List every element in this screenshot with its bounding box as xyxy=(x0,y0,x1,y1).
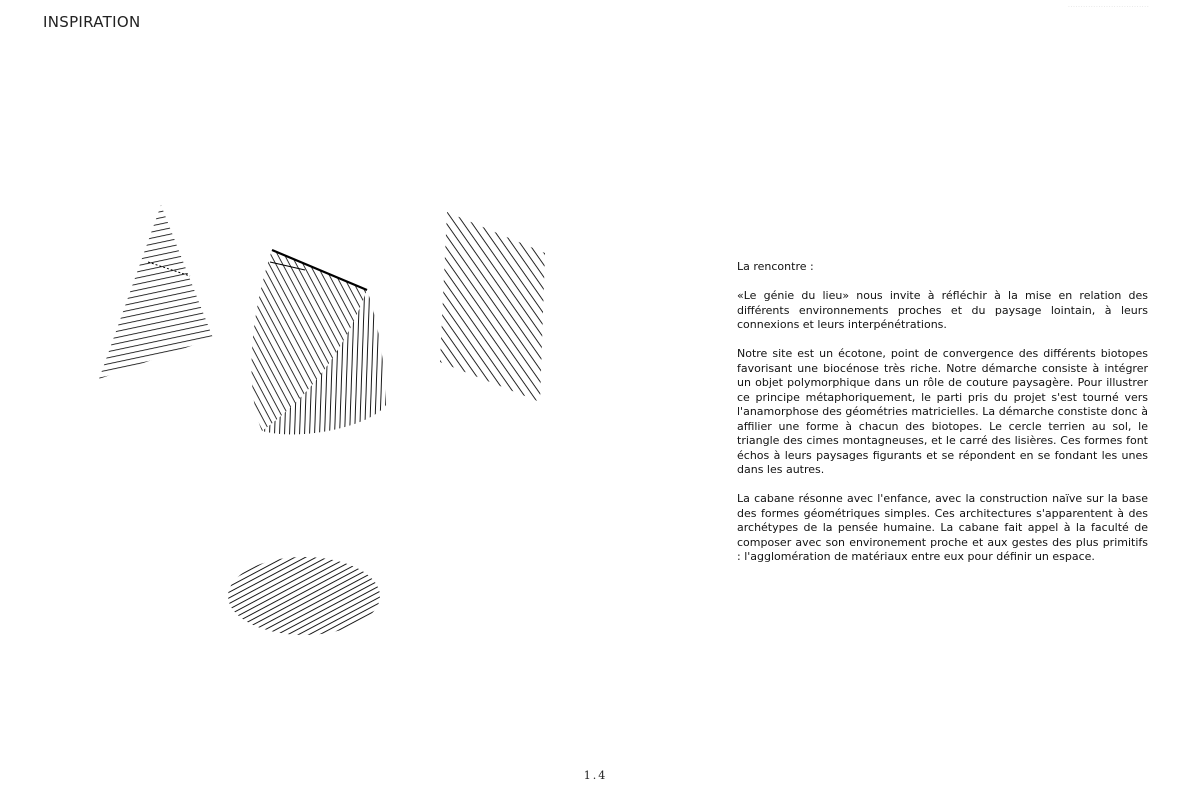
hatched-triangle xyxy=(99,205,213,379)
inspiration-text xyxy=(737,260,1148,579)
page-number: 1.4 xyxy=(583,769,608,782)
text-heading: La rencontre : xyxy=(737,260,814,273)
hatched-ellipse xyxy=(228,557,380,635)
text-paragraph-3: La cabane résonne avec l'enfance, avec la construction naïve sur la base des formes géométriques simples. Ces architectures s'apparentent à des archétypes de la pensée humaine. La cabane fait appel à la faculté de composer avec son environement proche et aux gestes des plus primitifs : l'agglomération de matériaux entre eux pour définir un espace. xyxy=(737,492,1148,563)
page-title: INSPIRATION xyxy=(43,13,141,31)
faint-header-text: ................................ xyxy=(1067,0,1149,9)
hatched-parallelogram xyxy=(440,212,545,402)
hatched-cone xyxy=(252,250,386,434)
text-paragraph-1: «Le génie du lieu» nous invite à réfléchir à la mise en relation des différents environnements proches et du paysage lointain, à leurs connexions et leurs interpénétrations. xyxy=(737,289,1148,331)
text-paragraph-2: Notre site est un écotone, point de convergence des différents biotopes favorisant une biocénose très riche. Notre démarche consiste à intégrer un objet polymorphique dans un rôle de couture paysagère. Pour illustrer ce principe métaphoriquement, le parti pris du projet s'est tourné vers l'anamorphose des géométries matricielles. La démarche constiste donc à affilier une forme à chacun des biotopes. Le cercle terrien au sol, le triangle des cimes montagneuses, et le carré des lisières. Ces formes font échos à leurs paysages figurants et se répondent en se fondant les unes dans les autres. xyxy=(737,347,1148,476)
